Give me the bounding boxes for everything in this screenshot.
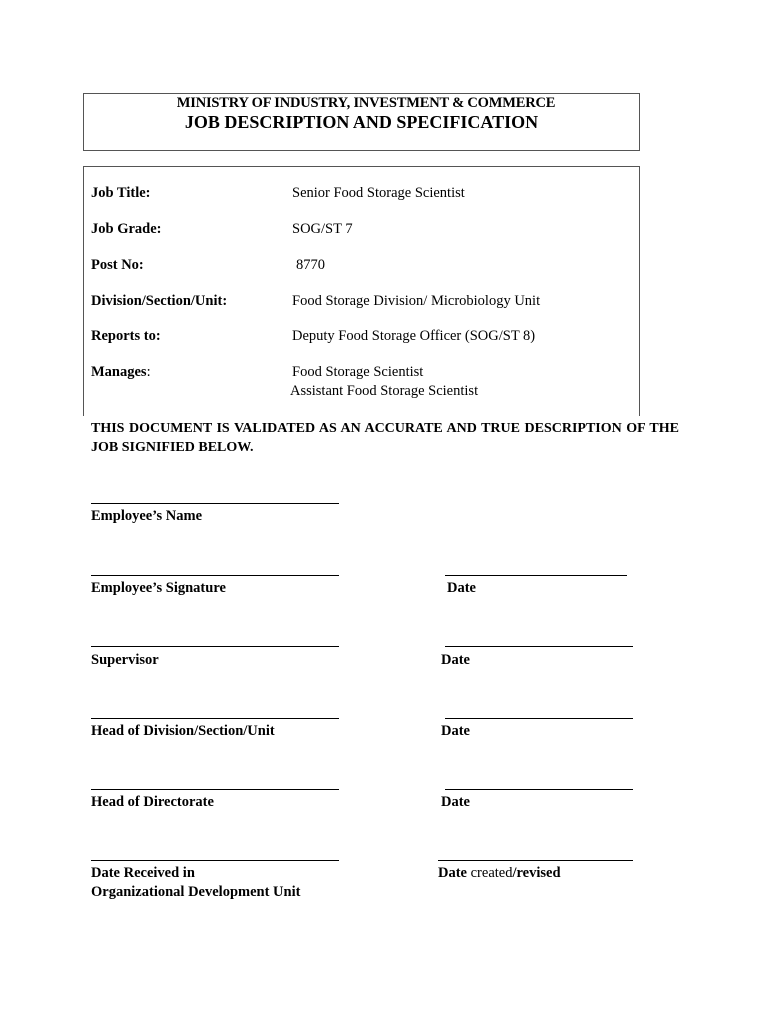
employee-date-label: Date [447, 580, 476, 596]
date-received-label [91, 864, 300, 902]
manages-value-2: Assistant Food Storage Scientist [290, 383, 479, 399]
employee-name-label: Employee’s Name [91, 508, 203, 524]
document-title: JOB DESCRIPTION AND SPECIFICATION [184, 112, 539, 132]
head-directorate-line [91, 789, 339, 790]
date-received-line [91, 860, 339, 861]
job-title-label: Job Title: [91, 185, 151, 201]
job-title-value: Senior Food Storage Scientist [292, 185, 465, 201]
head-division-date-label: Date [441, 723, 470, 739]
date-received-label-line2: Organizational Development Unit [91, 884, 301, 900]
validation-statement: THIS DOCUMENT IS VALIDATED AS AN ACCURATE AND TRUE DESCRIPTION OF THE JOB SIGNIFIED BELOW. [91, 421, 679, 455]
head-division-line [91, 718, 339, 719]
employee-signature-label: Employee’s Signature [91, 580, 226, 596]
reports-to-label: Reports to: [91, 328, 161, 344]
head-division-date-line [445, 718, 633, 719]
manages-value-1: Food Storage Scientist [292, 364, 424, 380]
supervisor-date-line [445, 646, 633, 647]
date-created-revised: /revised [512, 865, 561, 881]
reports-to-value: Deputy Food Storage Officer (SOG/ST 8) [292, 328, 536, 344]
job-grade-label: Job Grade: [91, 221, 162, 237]
post-no-label: Post No: [91, 257, 144, 273]
supervisor-label: Supervisor [91, 652, 159, 668]
head-division-label: Head of Division/Section/Unit [91, 723, 275, 739]
division-value: Food Storage Division/ Microbiology Unit [292, 293, 541, 309]
date-created-date: Date [438, 865, 467, 881]
date-created-label [438, 864, 561, 883]
date-created-created: created [467, 865, 513, 881]
ministry-name: MINISTRY OF INDUSTRY, INVESTMENT & COMMERCE [176, 95, 556, 111]
manages-colon: : [146, 364, 151, 380]
manages-label-text: Manages [91, 364, 147, 380]
date-created-line [438, 860, 633, 861]
date-received-label-line1: Date Received in [91, 865, 195, 881]
employee-date-line [445, 575, 627, 576]
job-grade-value: SOG/ST 7 [292, 221, 353, 237]
supervisor-date-label: Date [441, 652, 470, 668]
post-no-value: 8770 [296, 257, 325, 273]
division-label: Division/Section/Unit: [91, 293, 228, 309]
head-directorate-label: Head of Directorate [91, 794, 214, 810]
head-directorate-date-label: Date [441, 794, 470, 810]
employee-name-line [91, 503, 339, 504]
head-directorate-date-line [445, 789, 633, 790]
supervisor-line [91, 646, 339, 647]
employee-signature-line [91, 575, 339, 576]
manages-label [91, 364, 151, 381]
